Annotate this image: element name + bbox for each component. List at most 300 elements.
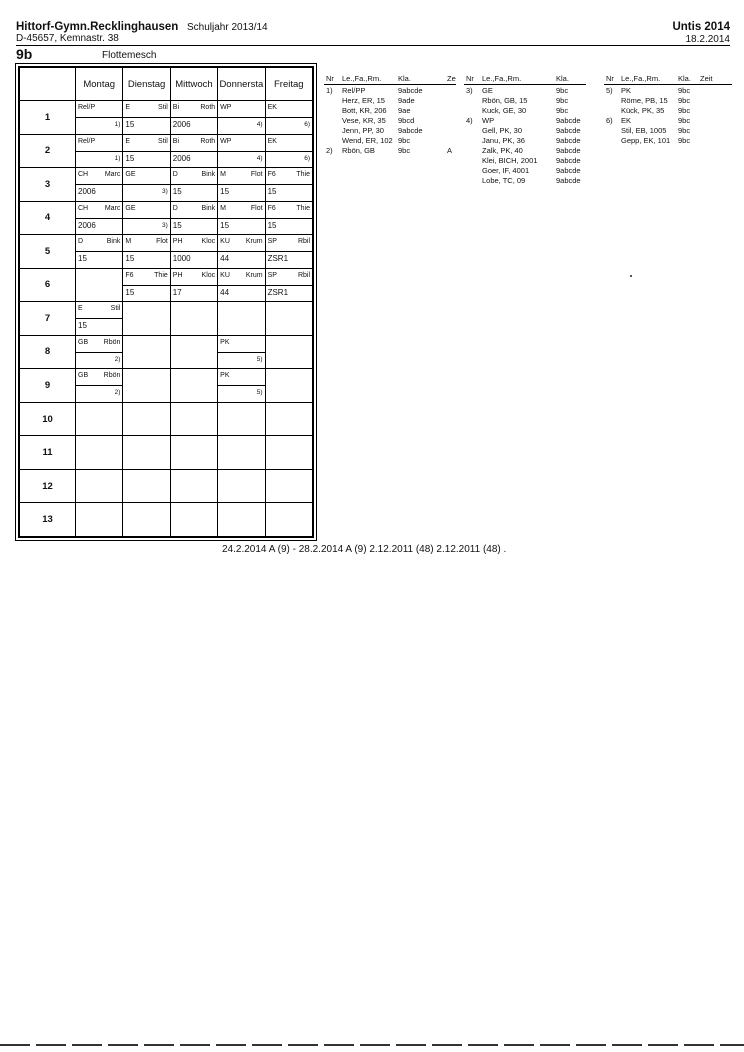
period-row	[20, 101, 313, 135]
legend-kla: 9bc	[398, 146, 411, 155]
period-row	[20, 402, 313, 436]
lesson-note: 5)	[256, 355, 263, 363]
lesson-subject: GE	[125, 204, 136, 212]
lesson-cell	[76, 369, 123, 403]
lesson-divider	[76, 385, 122, 386]
lesson-room: ZSR1	[267, 287, 289, 297]
legend-header-zeit: Zeit	[700, 74, 713, 83]
lesson-cell	[265, 302, 312, 336]
lesson-cell	[76, 436, 123, 470]
legend-header-lfr: Le.,Fa.,Rm.	[621, 74, 661, 83]
lesson-cell	[76, 302, 123, 336]
lesson-divider	[218, 352, 264, 353]
lesson	[76, 202, 122, 235]
lesson-subject: WP	[220, 137, 232, 145]
legend-kla: 9bc	[678, 106, 691, 115]
lesson-subject: CH	[78, 204, 89, 212]
legend-lfr: GE	[482, 86, 493, 95]
lesson-cell	[265, 436, 312, 470]
legend-lfr: Gell, PK, 30	[482, 126, 523, 135]
legend-kla: 9bcd	[398, 116, 415, 125]
lesson-cell	[123, 134, 170, 168]
lesson-subject: GB	[78, 372, 89, 380]
legend-lfr: Rbön, GB, 15	[482, 96, 528, 105]
lesson-room: 2006	[172, 153, 191, 163]
lesson-note: 4)	[256, 154, 263, 162]
lesson	[76, 135, 122, 168]
timetable-header-row	[20, 68, 313, 101]
lesson-room: 44	[220, 254, 230, 264]
legend-lfr: PK	[621, 86, 632, 95]
period-number: 2	[20, 134, 76, 168]
legend-kla: 9bc	[556, 96, 569, 105]
lesson-cell	[218, 235, 265, 269]
legend-z: A	[447, 146, 453, 155]
lesson-room: 2006	[172, 120, 191, 129]
lesson-subject: M	[220, 171, 227, 179]
legend-kla: 9abcde	[556, 116, 581, 125]
lesson-cell	[170, 101, 217, 135]
lesson-room: 44	[220, 287, 230, 297]
lesson-cell	[265, 335, 312, 369]
lesson-divider	[123, 251, 169, 252]
period-row	[20, 235, 313, 269]
period-row	[20, 436, 313, 470]
lesson-cell	[170, 503, 217, 537]
lesson-cell	[218, 369, 265, 403]
legend	[322, 74, 732, 194]
lesson-cell	[123, 436, 170, 470]
lesson-divider	[76, 251, 122, 252]
lesson-cell	[170, 369, 217, 403]
lesson	[218, 369, 264, 402]
legend-lfr: Klei, BICH, 2001	[482, 156, 538, 165]
legend-header-lfr: Le.,Fa.,Rm.	[482, 74, 522, 83]
lesson-divider	[76, 218, 122, 219]
scan-edge	[0, 1044, 744, 1046]
lesson-divider	[76, 318, 122, 319]
period-row	[20, 268, 313, 302]
lesson-divider	[171, 285, 217, 286]
legend-lfr: Herz, ER, 15	[342, 96, 385, 105]
legend-kla: 9abcde	[556, 166, 581, 175]
lesson-subject: F6	[267, 204, 276, 212]
class-teacher: Flottemesch	[102, 50, 157, 61]
legend-lfr: Lobe, TC, 09	[482, 176, 526, 185]
legend-lfr: Janu, PK, 36	[482, 136, 525, 145]
legend-kla: 9bc	[678, 126, 691, 135]
lesson-subject: E	[125, 104, 131, 111]
lesson-teacher: Rbil	[297, 271, 310, 279]
lesson-subject: EK	[267, 137, 277, 145]
lesson-room: 15	[267, 187, 277, 197]
legend-lfr: WP	[482, 116, 495, 125]
lesson-cell	[76, 201, 123, 235]
legend-kla: 9bc	[678, 116, 691, 125]
lesson	[266, 135, 312, 168]
lesson	[218, 235, 264, 268]
period-row	[20, 335, 313, 369]
lesson-note: 4)	[256, 121, 263, 128]
lesson-room: 15	[220, 187, 230, 197]
lesson	[171, 269, 217, 302]
lesson-cell	[218, 402, 265, 436]
lesson-teacher: Rbil	[297, 238, 310, 246]
lesson	[266, 202, 312, 235]
lesson-cell	[170, 335, 217, 369]
lesson-cell	[123, 402, 170, 436]
legend-kla: 9bc	[556, 106, 569, 115]
day-header: Donnersta	[218, 68, 265, 101]
lesson-cell	[170, 436, 217, 470]
period-row	[20, 503, 313, 537]
lesson-cell	[218, 503, 265, 537]
legend-kla: 9abcde	[556, 176, 581, 185]
legend-lfr: Gepp, EK, 101	[621, 136, 671, 145]
lesson-divider	[266, 117, 312, 118]
lesson-cell	[265, 503, 312, 537]
lesson-divider	[171, 117, 217, 118]
lesson-divider	[123, 285, 169, 286]
lesson-room: 15	[125, 120, 135, 129]
lesson-subject: GB	[78, 338, 89, 346]
lesson	[218, 135, 264, 168]
software-name: Untis 2014	[672, 21, 730, 33]
lesson-divider	[266, 218, 312, 219]
class-name: 9b	[16, 46, 33, 62]
lesson-subject: E	[78, 305, 83, 313]
lesson-room: 15	[220, 220, 230, 230]
legend-header-nr: Nr	[466, 74, 474, 83]
lesson-subject: WP	[220, 104, 232, 111]
lesson-divider	[171, 218, 217, 219]
lesson-cell	[76, 503, 123, 537]
legend-lfr: Bott, KR, 206	[342, 106, 387, 115]
lesson-cell	[76, 469, 123, 503]
legend-lfr: Rel/PP	[342, 86, 366, 95]
lesson-cell	[265, 369, 312, 403]
period-number: 4	[20, 201, 76, 235]
lesson-cell	[170, 268, 217, 302]
lesson	[171, 202, 217, 235]
lesson-divider	[218, 151, 264, 152]
legend-kla: 9abcde	[556, 146, 581, 155]
period-number: 5	[20, 235, 76, 269]
lesson-note: 5)	[256, 389, 263, 397]
lesson-teacher: Rbön	[103, 338, 121, 346]
lesson	[76, 336, 122, 369]
legend-kla: 9ae	[398, 106, 411, 115]
legend-lfr: Wend, ER, 102	[342, 136, 393, 145]
lesson	[171, 135, 217, 168]
lesson-teacher: Marc	[104, 171, 121, 179]
lesson-room: 15	[125, 287, 135, 297]
lesson	[123, 168, 169, 201]
lesson-cell	[76, 335, 123, 369]
period-number: 12	[20, 469, 76, 503]
lesson-divider	[218, 218, 264, 219]
legend-rule	[464, 84, 586, 85]
lesson-cell	[123, 168, 170, 202]
lesson-subject: PH	[172, 271, 183, 279]
legend-header-ze: Ze	[447, 74, 456, 83]
lesson-cell	[265, 469, 312, 503]
lesson-teacher: Thie	[154, 271, 168, 279]
lesson-cell	[265, 168, 312, 202]
legend-header-nr: Nr	[606, 74, 614, 83]
legend-nr: 1)	[326, 86, 333, 95]
lesson-divider	[123, 218, 169, 219]
lesson-note: 1)	[114, 154, 121, 162]
lesson-teacher: Stil	[110, 305, 121, 313]
period-number: 6	[20, 268, 76, 302]
lesson	[218, 269, 264, 302]
lesson-room: 15	[172, 187, 182, 197]
lesson-subject: PK	[220, 372, 230, 380]
lesson-teacher: Rbön	[103, 372, 121, 380]
lesson-cell	[76, 235, 123, 269]
lesson	[266, 101, 312, 134]
lesson-room: 17	[172, 287, 182, 297]
lesson-teacher: Stil	[158, 104, 168, 111]
lesson-subject: D	[172, 204, 178, 212]
lesson-note: 2)	[114, 355, 121, 363]
lesson-cell	[218, 469, 265, 503]
legend-lfr: Rbön, GB	[342, 146, 375, 155]
legend-header-nr: Nr	[326, 74, 334, 83]
legend-kla: 9abcde	[398, 126, 423, 135]
scan-dot	[630, 275, 632, 277]
lesson-note: 3)	[162, 221, 168, 229]
period-number: 8	[20, 335, 76, 369]
legend-lfr: Vese, KR, 35	[342, 116, 386, 125]
legend-lfr: EK	[621, 116, 632, 125]
legend-kla: 9bc	[678, 136, 691, 145]
legend-kla: 9bc	[398, 136, 411, 145]
lesson	[123, 135, 169, 168]
legend-header-kla: Kla.	[556, 74, 569, 83]
lesson-divider	[123, 151, 169, 152]
lesson-subject: SP	[267, 271, 277, 279]
print-date: 18.2.2014	[685, 34, 730, 45]
lesson	[76, 235, 122, 268]
lesson-room: 15	[78, 321, 87, 331]
lesson-cell	[123, 369, 170, 403]
lesson	[218, 202, 264, 235]
legend-lfr: Zalk, PK, 40	[482, 146, 523, 155]
school-year: Schuljahr 2013/14	[187, 22, 268, 33]
lesson-cell	[218, 134, 265, 168]
school-address: D-45657, Kemnastr. 38	[16, 33, 119, 44]
lesson-cell	[76, 402, 123, 436]
lesson-teacher: Krum	[245, 271, 263, 279]
lesson-cell	[218, 101, 265, 135]
lesson-subject: Bi	[172, 104, 180, 111]
lesson-divider	[218, 285, 264, 286]
legend-kla: 9bc	[678, 86, 691, 95]
lesson-teacher: Kloc	[201, 238, 216, 246]
day-header: Dienstag	[123, 68, 170, 101]
legend-nr: 4)	[466, 116, 473, 125]
legend-lfr: Stil, EB, 1005	[621, 126, 667, 135]
day-header: Freitag	[265, 68, 312, 101]
period-number: 7	[20, 302, 76, 336]
legend-lfr: Kück, PK, 35	[621, 106, 665, 115]
period-row	[20, 369, 313, 403]
lesson-divider	[76, 352, 122, 353]
legend-kla: 9abcde	[398, 86, 423, 95]
lesson-subject: KU	[220, 271, 230, 279]
period-number: 10	[20, 402, 76, 436]
lesson-cell	[123, 268, 170, 302]
lesson-cell	[123, 469, 170, 503]
lesson	[76, 101, 122, 134]
legend-header-kla: Kla.	[398, 74, 411, 83]
lesson	[171, 235, 217, 268]
lesson-subject: PK	[220, 338, 230, 346]
lesson-teacher: Thie	[296, 171, 310, 179]
lesson-cell	[265, 235, 312, 269]
lesson	[218, 101, 264, 134]
lesson	[218, 168, 264, 201]
lesson-cell	[265, 402, 312, 436]
lesson-cell	[123, 302, 170, 336]
period-row	[20, 201, 313, 235]
legend-header-lfr: Le.,Fa.,Rm.	[342, 74, 382, 83]
lesson-room: 15	[267, 220, 277, 230]
lesson-teacher: Bink	[201, 204, 216, 212]
lesson	[218, 336, 264, 369]
lesson-subject: Rel/P	[78, 137, 96, 145]
lesson-subject: GE	[125, 171, 136, 179]
lesson-divider	[171, 251, 217, 252]
lesson-teacher: Roth	[200, 137, 216, 145]
lesson-cell	[123, 335, 170, 369]
lesson-note: 6)	[304, 154, 310, 162]
lesson	[171, 101, 217, 134]
legend-kla: 9bc	[678, 96, 691, 105]
period-row	[20, 302, 313, 336]
lesson-divider	[171, 184, 217, 185]
lesson-subject: SP	[267, 238, 277, 246]
lesson-room: 15	[172, 220, 182, 230]
lesson-cell	[123, 235, 170, 269]
lesson-teacher: Flot	[250, 171, 263, 179]
legend-kla: 9bc	[556, 86, 569, 95]
lesson-cell	[76, 268, 123, 302]
lesson-cell	[170, 235, 217, 269]
lesson-teacher: Flot	[156, 238, 168, 246]
lesson-subject: M	[220, 204, 227, 212]
lesson-teacher: Marc	[104, 204, 121, 212]
lesson-cell	[218, 268, 265, 302]
lesson-cell	[218, 201, 265, 235]
legend-nr: 2)	[326, 146, 333, 155]
lesson-room: 2006	[78, 187, 96, 197]
lesson-subject: M	[125, 238, 132, 246]
lesson-divider	[171, 151, 217, 152]
lesson	[171, 168, 217, 201]
lesson-cell	[218, 302, 265, 336]
lesson-subject: Bi	[172, 137, 180, 145]
corner-cell	[20, 68, 76, 101]
legend-lfr: Goer, IF, 4001	[482, 166, 530, 175]
lesson-room: 15	[125, 254, 135, 264]
lesson-teacher: Stil	[158, 137, 168, 145]
lesson-cell	[170, 134, 217, 168]
lesson-teacher: Bink	[201, 171, 216, 179]
legend-nr: 3)	[466, 86, 473, 95]
lesson-cell	[218, 335, 265, 369]
lesson	[76, 168, 122, 201]
lesson-cell	[76, 168, 123, 202]
lesson-cell	[123, 503, 170, 537]
lesson-cell	[170, 168, 217, 202]
lesson-subject: KU	[220, 238, 230, 246]
legend-lfr: Jenn, PP, 30	[342, 126, 384, 135]
period-number: 9	[20, 369, 76, 403]
lesson-room: ZSR1	[267, 254, 289, 264]
lesson-teacher: Thie	[296, 204, 310, 212]
lesson	[123, 235, 169, 268]
lesson-subject: Rel/P	[78, 104, 96, 111]
header-rule	[16, 45, 730, 46]
lesson-teacher: Bink	[106, 238, 121, 246]
lesson-room: 1000	[172, 254, 191, 264]
lesson	[266, 269, 312, 302]
legend-lfr: Kuck, GE, 30	[482, 106, 527, 115]
period-number: 1	[20, 101, 76, 135]
school-name: Hittorf-Gymn.Recklinghausen	[16, 21, 179, 33]
lesson-note: 3)	[162, 188, 168, 196]
lesson-subject: F6	[267, 171, 276, 179]
lesson-cell	[76, 134, 123, 168]
lesson-cell	[265, 201, 312, 235]
lesson-cell	[170, 402, 217, 436]
lesson-divider	[218, 385, 264, 386]
validity-footer: 24.2.2014 A (9) - 28.2.2014 A (9) 2.12.2011 (48) 2.12.2011 (48) .	[222, 544, 507, 555]
lesson-divider	[218, 251, 264, 252]
lesson-cell	[76, 101, 123, 135]
lesson-divider	[76, 184, 122, 185]
lesson-subject: D	[78, 238, 84, 246]
lesson-divider	[123, 184, 169, 185]
lesson-cell	[170, 469, 217, 503]
day-header: Montag	[76, 68, 123, 101]
lesson-cell	[265, 134, 312, 168]
lesson-subject: CH	[78, 171, 89, 179]
period-row	[20, 168, 313, 202]
lesson-divider	[123, 117, 169, 118]
lesson-cell	[218, 168, 265, 202]
lesson-subject: PH	[172, 238, 183, 246]
timetable	[18, 66, 314, 538]
legend-rule	[324, 84, 456, 85]
lesson-divider	[266, 251, 312, 252]
lesson-room: 15	[125, 153, 135, 163]
period-number: 13	[20, 503, 76, 537]
lesson-divider	[218, 117, 264, 118]
timetable-grid	[19, 67, 313, 537]
lesson-note: 1)	[114, 121, 121, 128]
lesson-divider	[266, 184, 312, 185]
legend-kla: 9abcde	[556, 156, 581, 165]
day-header: Mittwoch	[170, 68, 217, 101]
lesson-divider	[266, 285, 312, 286]
lesson-divider	[218, 184, 264, 185]
lesson-room: 15	[78, 254, 87, 264]
lesson-cell	[265, 268, 312, 302]
